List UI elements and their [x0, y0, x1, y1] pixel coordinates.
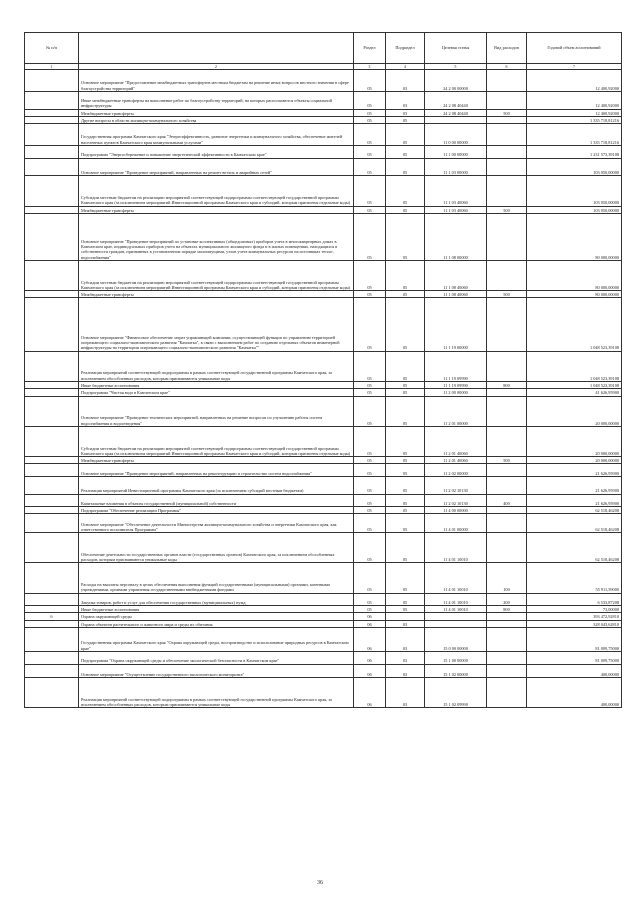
row-number — [25, 116, 79, 123]
table-row — [25, 613, 622, 620]
row-sum: 400,00000 — [527, 678, 622, 708]
table-row — [25, 116, 622, 123]
row-section: 05 — [354, 70, 386, 92]
row-exptype — [487, 116, 527, 123]
row-number — [25, 620, 79, 627]
table-row — [25, 382, 622, 389]
row-target — [425, 620, 487, 627]
row-section: 05 — [354, 146, 386, 159]
row-section: 05 — [354, 514, 386, 533]
row-exptype — [487, 124, 527, 146]
row-target: 11 1 08 40060 — [425, 291, 487, 298]
row-section: 05 — [354, 464, 386, 477]
row-exptype — [487, 507, 527, 514]
table-row — [25, 606, 622, 613]
column-number: 5 — [425, 64, 487, 70]
row-section: 05 — [354, 116, 386, 123]
row-target: 11 1 03 00000 — [425, 158, 487, 176]
row-target: 11 0 00 00000 — [425, 124, 487, 146]
column-number: 1 — [25, 64, 79, 70]
header-exptype: Вид расходов — [487, 33, 527, 64]
row-number — [25, 124, 79, 146]
table-row — [25, 109, 622, 116]
row-subsection: 05 — [386, 389, 425, 396]
row-target — [425, 116, 487, 123]
row-sum: 12 400,92000 — [527, 91, 622, 109]
table-row — [25, 176, 622, 206]
table-row — [25, 91, 622, 109]
row-number — [25, 109, 79, 116]
row-sum: 62 518,46208 — [527, 533, 622, 563]
row-sum: 21 626,95900 — [527, 494, 622, 507]
table-row — [25, 628, 622, 652]
row-subsection: 05 — [386, 464, 425, 477]
row-name: Охрана объектов растительного и животного мира и среды их обитания — [79, 620, 354, 627]
row-exptype — [487, 426, 527, 456]
row-name: Основное мероприятие "Обеспечение деятельности Министерства жилищно-коммунального хозяйства и энергетики Камчатского края, как ответственного исполнителя Программы" — [79, 514, 354, 533]
table-row — [25, 396, 622, 426]
row-number — [25, 351, 79, 381]
row-target: 11 1 08 40060 — [425, 260, 487, 290]
row-sum: 12 400,92000 — [527, 70, 622, 92]
row-number — [25, 514, 79, 533]
row-sum: 328 043,62810 — [527, 620, 622, 627]
row-name: Капитальные вложения в объекты государственной (муниципальной) собственности — [79, 494, 354, 507]
row-exptype — [487, 664, 527, 678]
row-subsection: 03 — [386, 109, 425, 116]
row-name: Межбюджетные трансферты — [79, 291, 354, 298]
column-number: 3 — [354, 64, 386, 70]
row-subsection: 05 — [386, 213, 425, 260]
table-row — [25, 389, 622, 396]
row-target: 15 0 00 00000 — [425, 628, 487, 652]
row-target: 11 4 00 00000 — [425, 507, 487, 514]
row-name: Основное мероприятие "Предоставление межбюджетных трансфертов местным бюджетам на решение иных вопросов местного значения в сфере благоустройства территорий" — [79, 70, 354, 92]
row-subsection: 05 — [386, 206, 425, 213]
row-section: 06 — [354, 613, 386, 620]
row-section: 05 — [354, 291, 386, 298]
table-row — [25, 563, 622, 593]
row-name: Основное мероприятие "Проведение мероприятий, направленных на реконструкцию и строительство систем водоснабжения" — [79, 464, 354, 477]
row-exptype: 100 — [487, 563, 527, 593]
table-row — [25, 70, 622, 92]
row-exptype — [487, 613, 527, 620]
row-exptype: 200 — [487, 593, 527, 606]
row-exptype — [487, 70, 527, 92]
row-name: Иные бюджетные ассигнования — [79, 382, 354, 389]
row-number — [25, 476, 79, 494]
row-subsection: 05 — [386, 158, 425, 176]
row-subsection: 05 — [386, 351, 425, 381]
row-sum: 400,00000 — [527, 664, 622, 678]
row-exptype — [487, 476, 527, 494]
row-section: 05 — [354, 124, 386, 146]
row-sum: 80 000,00000 — [527, 291, 622, 298]
row-name: Межбюджетные трансферты — [79, 457, 354, 464]
row-name: Основное мероприятие "Проведение мероприятий, направленных на ремонт ветхих и аварийных сетей" — [79, 158, 354, 176]
row-number — [25, 494, 79, 507]
row-exptype — [487, 176, 527, 206]
row-sum: 21 626,95900 — [527, 476, 622, 494]
row-number — [25, 158, 79, 176]
row-section: 06 — [354, 664, 386, 678]
row-sum: 1 335 718,81216 — [527, 116, 622, 123]
row-name: Субсидии местным бюджетам на реализацию мероприятий соответствующей подпрограммы соответствующей государственной программы Камчатского края (за исключением мероприятий Инвестиционной программы Камчатского края и субсидий, которым присвоены отдельные коды) — [79, 426, 354, 456]
row-sum: 12 400,92000 — [527, 109, 622, 116]
table-row — [25, 457, 622, 464]
row-sum: 81 009,75000 — [527, 652, 622, 665]
row-target: 15 1 02 00000 — [425, 664, 487, 678]
row-sum: 1 048 523,39108 — [527, 351, 622, 381]
row-section: 05 — [354, 494, 386, 507]
row-name: Основное мероприятие "Финансовое обеспечение затрат управляющей компании, осуществляющей функции по управлению территорией опережающего социально-экономического развития "Камчатка", в связи с выполнением работ по созданию отдельных объектов инженерной инфраструктуры на территории опережающего социально-экономического развития "Камчатка"" — [79, 298, 354, 351]
table-row — [25, 158, 622, 176]
row-number — [25, 593, 79, 606]
row-exptype — [487, 652, 527, 665]
row-subsection: 03 — [386, 664, 425, 678]
row-number — [25, 213, 79, 260]
row-number — [25, 457, 79, 464]
row-section: 05 — [354, 396, 386, 426]
row-target: 11 2 01 40060 — [425, 426, 487, 456]
row-target: 11 2 02 00000 — [425, 464, 487, 477]
row-number — [25, 70, 79, 92]
row-sum: 1 048 523,39108 — [527, 382, 622, 389]
row-exptype — [487, 146, 527, 159]
row-name: Расходы на выплаты персоналу в целях обеспечения выполнения функций государственными (муниципальными) органами, казенными учреждениями, органами управления государственными внебюджетными фондами — [79, 563, 354, 593]
row-exptype — [487, 91, 527, 109]
header-target: Целевая статья — [425, 33, 487, 64]
row-section: 05 — [354, 606, 386, 613]
row-sum: 62 518,46208 — [527, 514, 622, 533]
row-exptype — [487, 620, 527, 627]
row-sum: 1 335 718,81216 — [527, 124, 622, 146]
row-sum: 80 000,00000 — [527, 260, 622, 290]
row-target: 11 2 00 00000 — [425, 389, 487, 396]
row-exptype: 500 — [487, 109, 527, 116]
table-row — [25, 146, 622, 159]
table-row — [25, 426, 622, 456]
row-name: Реализация мероприятий Инвестиционной программы Камчатского края (за исключением субсидий местным бюджетам) — [79, 476, 354, 494]
row-section: 06 — [354, 620, 386, 627]
row-sum: 62 518,46208 — [527, 507, 622, 514]
row-name: Основное мероприятие "Проведение технических мероприятий, направленных на решение вопросов по улучшению работы систем водоснабжения и водоотведения" — [79, 396, 354, 426]
row-name: Субсидии местным бюджетам на реализацию мероприятий соответствующей подпрограммы соответствующей государственной программы Камчатского края (за исключением мероприятий Инвестиционной программы Камчатского края и субсидий, которым присвоены отдельные коды) — [79, 260, 354, 290]
row-exptype: 500 — [487, 291, 527, 298]
row-target: 11 1 19 09990 — [425, 351, 487, 381]
row-target: 15 1 02 09990 — [425, 678, 487, 708]
row-section: 05 — [354, 563, 386, 593]
table-row — [25, 464, 622, 477]
table-row — [25, 260, 622, 290]
row-subsection — [386, 613, 425, 620]
row-subsection: 03 — [386, 70, 425, 92]
row-target: 11 4 01 10010 — [425, 593, 487, 606]
row-number — [25, 628, 79, 652]
row-number — [25, 176, 79, 206]
table-row — [25, 664, 622, 678]
row-number — [25, 507, 79, 514]
row-name: Закупка товаров, работ и услуг для обеспечения государственных (муниципальных) нужд — [79, 593, 354, 606]
table-row — [25, 620, 622, 627]
row-sum: 103 050,00000 — [527, 158, 622, 176]
row-name: Государственная программа Камчатского края "Энергоэффективность, развитие энергетики и коммунального хозяйства, обеспечение жителей населенных пунктов Камчатского края коммунальными услугами" — [79, 124, 354, 146]
table-row — [25, 206, 622, 213]
row-target: 24 2 08 40440 — [425, 91, 487, 109]
row-name: Иные бюджетные ассигнования — [79, 606, 354, 613]
row-subsection: 03 — [386, 652, 425, 665]
row-section: 05 — [354, 158, 386, 176]
row-exptype — [487, 213, 527, 260]
row-sum: 80 000,00000 — [527, 213, 622, 260]
row-name: Подпрограмма "Охрана окружающей среды и обеспечение экологической безопасности в Камчатском крае" — [79, 652, 354, 665]
row-name: Обеспечение деятельности государственных органов власти (государственных органов) Камчатского края, за исключением обособленных расходов, которым присваиваются уникальные коды — [79, 533, 354, 563]
row-subsection: 05 — [386, 146, 425, 159]
row-subsection: 05 — [386, 396, 425, 426]
row-subsection: 05 — [386, 291, 425, 298]
row-section: 05 — [354, 91, 386, 109]
row-subsection: 05 — [386, 176, 425, 206]
table-header-row — [25, 33, 622, 64]
table-row — [25, 351, 622, 381]
row-name: Подпрограмма "Чистая вода в Камчатском крае" — [79, 389, 354, 396]
row-target: 11 4 01 10010 — [425, 533, 487, 563]
row-exptype — [487, 678, 527, 708]
row-target: 11 4 01 00000 — [425, 514, 487, 533]
row-target: 15 1 00 00000 — [425, 652, 487, 665]
row-subsection: 05 — [386, 533, 425, 563]
row-name: Реализация мероприятий соответствующей подпрограммы в рамках соответствующей государственной программы Камчатского края, за исключением обособленных расходов, которым присваиваются уникальные коды — [79, 351, 354, 381]
row-number — [25, 533, 79, 563]
row-subsection: 05 — [386, 494, 425, 507]
header-subsection: Подраздел — [386, 33, 425, 64]
row-subsection: 03 — [386, 620, 425, 627]
row-number — [25, 426, 79, 456]
row-sum: 6 533,87208 — [527, 593, 622, 606]
row-name: Другие вопросы в области жилищно-коммунального хозяйства — [79, 116, 354, 123]
row-subsection: 05 — [386, 563, 425, 593]
row-number — [25, 389, 79, 396]
table-row — [25, 514, 622, 533]
row-target — [425, 613, 487, 620]
row-section: 05 — [354, 351, 386, 381]
row-number — [25, 563, 79, 593]
row-name: Субсидии местным бюджетам на реализацию мероприятий соответствующей подпрограммы соответствующей государственной программы Камчатского края (за исключением мероприятий Инвестиционной программы Камчатского края и субсидий, которым присвоены отдельные коды) — [79, 176, 354, 206]
row-target: 11 1 19 09990 — [425, 382, 487, 389]
row-section: 05 — [354, 213, 386, 260]
table-row — [25, 507, 622, 514]
table-row — [25, 291, 622, 298]
row-target: 11 4 01 10010 — [425, 563, 487, 593]
row-number — [25, 146, 79, 159]
row-number — [25, 664, 79, 678]
row-name: Подпрограмма "Обеспечение реализации Программы" — [79, 507, 354, 514]
row-number: 6 — [25, 613, 79, 620]
row-number — [25, 678, 79, 708]
row-section: 05 — [354, 382, 386, 389]
table-row — [25, 533, 622, 563]
row-name: Государственная программа Камчатского края "Охрана окружающей среды, воспроизводство и использование природных ресурсов в Камчатском крае" — [79, 628, 354, 652]
row-exptype — [487, 260, 527, 290]
column-number: 6 — [487, 64, 527, 70]
row-subsection: 05 — [386, 507, 425, 514]
row-subsection: 05 — [386, 593, 425, 606]
row-section: 06 — [354, 678, 386, 708]
row-target: 11 1 19 00000 — [425, 298, 487, 351]
row-target: 24 2 08 40440 — [425, 109, 487, 116]
row-target: 11 1 08 00000 — [425, 213, 487, 260]
row-number — [25, 464, 79, 477]
row-number — [25, 606, 79, 613]
row-subsection: 05 — [386, 260, 425, 290]
row-name: Иные межбюджетные трансферты на выполнение работ по благоустройству территорий, на которых располагаются объекты социальной инфраструктуры — [79, 91, 354, 109]
row-number — [25, 298, 79, 351]
row-sum: 41 626,95900 — [527, 389, 622, 396]
header-num: № п/п — [25, 33, 79, 64]
header-sum: Годовой объем ассигнований — [527, 33, 622, 64]
row-subsection: 03 — [386, 628, 425, 652]
row-target: 11 2 02 10130 — [425, 494, 487, 507]
row-subsection: 05 — [386, 382, 425, 389]
row-number — [25, 652, 79, 665]
row-section: 06 — [354, 628, 386, 652]
row-section: 05 — [354, 426, 386, 456]
row-exptype: 800 — [487, 606, 527, 613]
column-number: 4 — [386, 64, 425, 70]
row-subsection: 05 — [386, 426, 425, 456]
row-name: Основное мероприятие "Осуществление государственного экологического мониторинга" — [79, 664, 354, 678]
row-name: Межбюджетные трансферты — [79, 206, 354, 213]
table-row — [25, 652, 622, 665]
row-sum: 81 009,75000 — [527, 628, 622, 652]
row-sum: 20 000,00000 — [527, 396, 622, 426]
row-name: Основное мероприятие "Проведение мероприятий по установке коллективных (общедомовых) приборов учета в многоквартирных домах в Камчатском крае, индивидуальных приборов учета на объектах муниципального жилищного фонда и в жилых помещениях, находящихся в собственности граждан, признанных в установленном порядке малоимущими, узлов учета коммунальных ресурсов на источниках тепло-, водоснабжения" — [79, 213, 354, 260]
row-name: Реализация мероприятий соответствующей подпрограммы в рамках соответствующей государственной программы Камчатского края, за исключением обособленных расходов, которым присваиваются уникальные коды — [79, 678, 354, 708]
row-section: 05 — [354, 593, 386, 606]
row-subsection: 05 — [386, 514, 425, 533]
row-sum: 73,00000 — [527, 606, 622, 613]
row-section: 05 — [354, 206, 386, 213]
row-sum: 103 050,00000 — [527, 206, 622, 213]
row-exptype — [487, 514, 527, 533]
row-section: 05 — [354, 507, 386, 514]
row-section: 05 — [354, 109, 386, 116]
header-name — [79, 33, 354, 64]
row-exptype — [487, 533, 527, 563]
row-target: 11 2 02 10130 — [425, 476, 487, 494]
header-section: Раздел — [354, 33, 386, 64]
row-target: 11 1 03 40060 — [425, 176, 487, 206]
budget-table — [24, 32, 622, 708]
row-number — [25, 291, 79, 298]
row-name: Межбюджетные трансферты — [79, 109, 354, 116]
row-sum: 103 050,00000 — [527, 176, 622, 206]
row-section: 06 — [354, 652, 386, 665]
row-section: 05 — [354, 260, 386, 290]
page-number: 36 — [317, 880, 323, 886]
column-number: 7 — [527, 64, 622, 70]
row-subsection: 05 — [386, 116, 425, 123]
row-exptype — [487, 351, 527, 381]
row-sum: 21 626,95900 — [527, 464, 622, 477]
row-target: 11 2 01 00000 — [425, 396, 487, 426]
row-sum: 55 911,59000 — [527, 563, 622, 593]
row-exptype — [487, 396, 527, 426]
table-row — [25, 476, 622, 494]
row-target: 11 2 01 40060 — [425, 457, 487, 464]
row-target: 11 1 03 40060 — [425, 206, 487, 213]
row-exptype: 800 — [487, 382, 527, 389]
table-row — [25, 593, 622, 606]
row-subsection: 05 — [386, 124, 425, 146]
row-name: Охрана окружающей среды — [79, 613, 354, 620]
row-number — [25, 91, 79, 109]
row-subsection: 05 — [386, 457, 425, 464]
row-exptype — [487, 464, 527, 477]
budget-table-sheet — [24, 32, 621, 708]
row-sum: 1 231 573,39108 — [527, 146, 622, 159]
table-row — [25, 213, 622, 260]
row-exptype: 400 — [487, 494, 527, 507]
row-exptype — [487, 389, 527, 396]
row-section: 05 — [354, 298, 386, 351]
row-subsection: 03 — [386, 91, 425, 109]
row-exptype — [487, 158, 527, 176]
row-exptype: 500 — [487, 457, 527, 464]
row-sum: 1 048 523,39108 — [527, 298, 622, 351]
row-section: 05 — [354, 457, 386, 464]
row-exptype — [487, 298, 527, 351]
table-row — [25, 298, 622, 351]
row-number — [25, 382, 79, 389]
row-name: Подпрограмма "Энергосбережение и повышение энергетической эффективности в Камчатском крае" — [79, 146, 354, 159]
row-subsection: 05 — [386, 606, 425, 613]
row-number — [25, 396, 79, 426]
row-number — [25, 206, 79, 213]
row-subsection: 03 — [386, 678, 425, 708]
row-subsection: 05 — [386, 298, 425, 351]
row-exptype — [487, 628, 527, 652]
row-exptype: 500 — [487, 206, 527, 213]
row-subsection: 05 — [386, 476, 425, 494]
row-number — [25, 260, 79, 290]
row-sum: 393 472,92810 — [527, 613, 622, 620]
table-body — [25, 70, 622, 708]
table-row — [25, 494, 622, 507]
row-sum: 20 000,00000 — [527, 426, 622, 456]
table-row — [25, 678, 622, 708]
row-section: 05 — [354, 476, 386, 494]
row-target: 11 1 00 00000 — [425, 146, 487, 159]
row-sum: 20 000,00000 — [527, 457, 622, 464]
row-section: 05 — [354, 176, 386, 206]
row-section: 05 — [354, 533, 386, 563]
column-number: 2 — [79, 64, 354, 70]
row-section: 05 — [354, 389, 386, 396]
row-target: 11 4 01 10010 — [425, 606, 487, 613]
table-row — [25, 124, 622, 146]
row-target: 24 2 00 00000 — [425, 70, 487, 92]
